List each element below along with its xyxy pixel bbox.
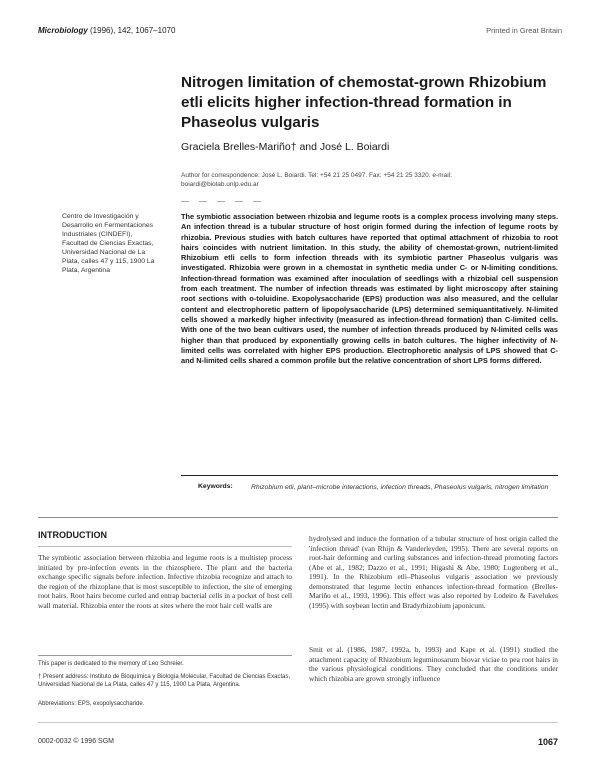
dedication-footnote: This paper is dedicated to the memory of Leo Schreier.	[38, 661, 184, 667]
affiliation: Centro de Investigación y Desarrollo en Fermentaciones Industriales (CINDEFI), Facultad de Ciencias Exactas, Universidad Nacional de La Plata, calles 47 y 115, 1900 La Plata, Argentina	[62, 213, 155, 274]
separator-dashes: — — — — —	[181, 196, 265, 205]
correspondence: Author for correspondence: José L. Boiardi. Tel: +54 21 25 0497. Fax: +54 21 25 3320. e-mail: boiardi@biolab.unlp.edu.ar	[181, 172, 452, 188]
intro-column-2-continued: Smit et al. (1986, 1987, 1992a, b, 1993) and Kape et al. (1991) studied the attachment capacity of Rhizobium leguminosarum biovar viciae to pea root hairs in the various physiological conditions. They concluded that the conditions under which rhizobia are grown strongly influence	[309, 645, 558, 683]
page-number: 1067	[537, 737, 558, 747]
keywords-label: Keywords:	[198, 483, 233, 490]
article-title: Nitrogen limitation of chemostat-grown Rhizobium etli elicits higher infection-thread formation in Phaseolus vulgaris	[181, 74, 547, 131]
section-divider	[38, 517, 558, 518]
intro-column-1: The symbiotic association between rhizobia and legume roots is a multistep process initiated by pre-infection events in the rhizosphere. The plant and the bacteria exchange specific signals before infection. Infective rhizobia recognize and attach to the region of the rhizoplane that is most susceptible to infection, the site of emerging root hairs. Root hairs become curled and entrap bacterial cells in a pocket of host cell wall material. Rhizobia enter the roots at sites where the root hair cell walls are	[38, 553, 292, 610]
journal-citation	[38, 26, 175, 35]
heading-rule	[38, 546, 292, 547]
intro-column-2: hydrolysed and induce the formation of a tubular structure of host origin called the 'infection thread' (van Rhijn & Vanderleyden, 1995). There are several reports on root-hair deforming and curling substances and infection-thread promoting factors (Abe et al., 1982; Dazzo et al., 1991; Higashi & Abe, 1980; Lugtenberg et al., 1991). In the Rhizobium etli–Phaseolus vulgaris association we previously demonstrated that legume lectin enhances infection-thread formation (Brelles-Mariño et al., 1993, 1996). This effect was also reported by Lodeiro & Favelukes (1995) with soybean lectin and Bradyrhizobium japonicum.	[309, 534, 558, 610]
journal-name: Microbiology	[38, 26, 88, 35]
printed-note: Printed in Great Britain	[486, 26, 562, 35]
abbreviations-footnote: Abbreviations: EPS, exopolysaccharide.	[38, 701, 145, 707]
introduction-heading: INTRODUCTION	[38, 530, 107, 540]
present-address-footnote: † Present address: Instituto de Bioquímica y Biología Molecular, Facultad de Ciencias Exactas, Universidad Nacional de La Plata, calles 47 y 115, 1900 La Plata, Argentina.	[38, 674, 291, 688]
keywords: Rhizobium etli, plant–microbe interactions, infection threads, Phaseolus vulgaris, nitrogen limitation	[251, 484, 549, 491]
issn-copyright: 0002-0032 © 1996 SGM	[38, 738, 114, 745]
footer-rule	[38, 722, 558, 723]
citation-detail: (1996), 142, 1067–1070	[90, 26, 176, 35]
footnote-rule	[38, 655, 292, 656]
abstract: The symbiotic association between rhizobia and legume roots is a complex process involving many steps. An infection thread is a tubular structure of host origin formed during the infection of legume roots by rhizobia. Previous studies with batch cultures have reported that optimal attachment of rhizobia to root hairs coincides with nutrient limitation. In this study, the ability of chemostat-grown, nutrient-limited Rhizobium etli cells to form infection threads with its symbiotic partner Phaseolus vulgaris was investigated. Rhizobia were grown in a chemostat in synthetic media under C- or N-limiting conditions. Infection-thread formation was examined after inoculation of seedlings with a rhizobial cell suspension from each treatment. The number of infection threads was estimated by light microscopy after staining root sections with o-toluidine. Exopolysaccharide (EPS) production was also measured, and the cellular content and electrophoretic pattern of lipopolysaccharide (LPS) determined semiquantitatively. N-limited cells showed a markedly higher infectivity (measured as infection-thread formation) than C-limited cells. With one of the two bean cultivars used, the number of infection threads produced by N-limited cells was higher than that produced by exponentially growing cells in batch cultures. The higher infectivity of N-limited cells was correlated with higher EPS production. Electrophoretic analysis of LPS showed that C- and N-limited cells shared a common profile but the relative concentration of short LPS forms differed.	[181, 212, 558, 366]
authors: Graciela Brelles-Mariño† and José L. Boiardi	[181, 141, 390, 153]
abstract-rule	[181, 475, 558, 476]
